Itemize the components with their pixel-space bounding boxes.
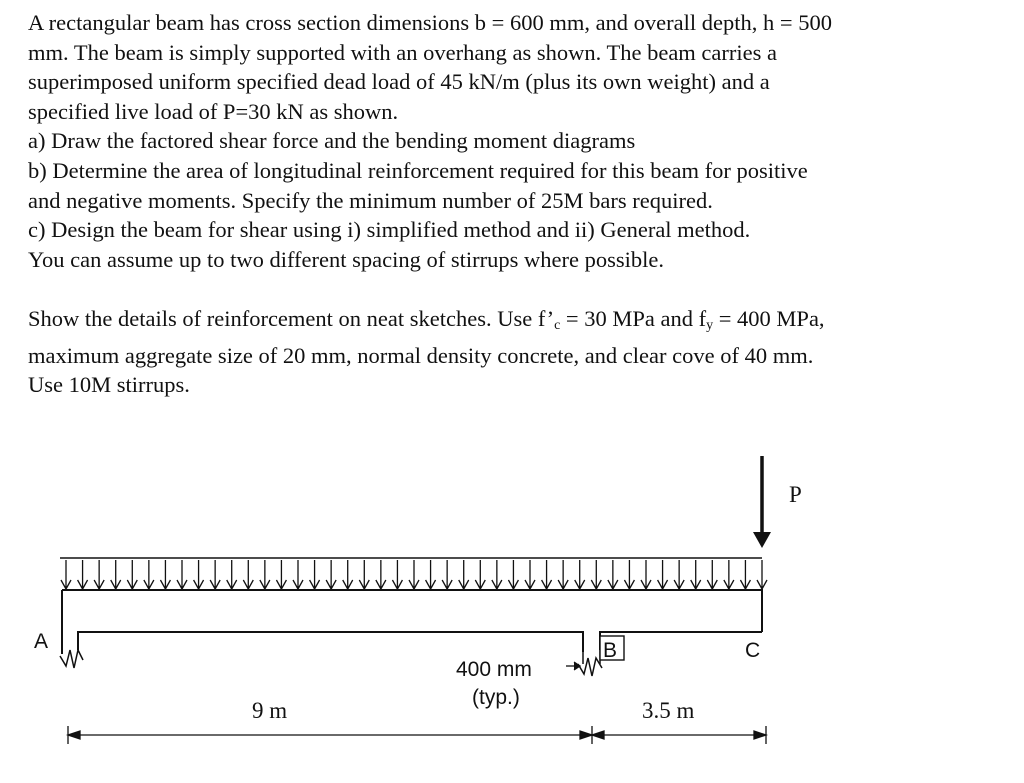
- load-arrow: [78, 560, 88, 589]
- point-load-arrow: [753, 456, 771, 548]
- support-a-label: A: [34, 630, 49, 653]
- dimension-line: [68, 726, 766, 744]
- load-arrow: [276, 560, 286, 589]
- load-arrow: [177, 560, 187, 589]
- problem-line-4: specified live load of P=30 kN as shown.: [28, 98, 399, 124]
- support-b: [578, 632, 602, 676]
- load-arrow: [591, 560, 601, 589]
- load-arrow: [658, 560, 668, 589]
- support-width-arrow: [566, 662, 580, 670]
- load-arrow: [442, 560, 452, 589]
- load-arrow: [227, 560, 237, 589]
- problem-line-2: mm. The beam is simply supported with an overhang as shown. The beam carries a: [28, 39, 777, 65]
- load-arrow: [542, 560, 552, 589]
- load-arrow: [94, 560, 104, 589]
- load-arrow: [293, 560, 303, 589]
- part-a-line: a) Draw the factored shear force and the bending moment diagrams: [28, 128, 636, 154]
- notes-line-1-start: Show the details of reinforcement on neat sketches. Use f’: [28, 305, 555, 331]
- load-arrow: [508, 560, 518, 589]
- fc-subscript: c: [554, 317, 561, 333]
- load-arrow: [144, 560, 154, 589]
- support-width-label: 400 mm: [456, 658, 532, 681]
- load-arrow: [409, 560, 419, 589]
- load-arrow: [608, 560, 618, 589]
- load-arrow: [160, 560, 170, 589]
- load-arrow: [61, 560, 71, 589]
- load-arrow: [127, 560, 137, 589]
- load-arrow: [641, 560, 651, 589]
- span-bc-label: 3.5 m: [642, 698, 695, 723]
- distributed-load: [60, 558, 767, 589]
- load-arrow: [260, 560, 270, 589]
- beam-outline: [62, 590, 762, 654]
- problem-line-1: A rectangular beam has cross section dimensions b = 600 mm, and overall depth, h = 500: [28, 10, 832, 35]
- problem-statement: [28, 8, 1008, 400]
- load-arrow: [691, 560, 701, 589]
- load-arrow: [459, 560, 469, 589]
- fy-subscript: y: [706, 317, 714, 333]
- load-arrow: [359, 560, 369, 589]
- load-arrow: [558, 560, 568, 589]
- beam-diagram: [0, 440, 1024, 783]
- load-arrow: [111, 560, 121, 589]
- notes-line-3: Use 10M stirrups.: [28, 372, 190, 398]
- load-label-p: P: [789, 482, 802, 507]
- problem-line-3: superimposed uniform specified dead load of 45 kN/m (plus its own weight) and a: [28, 69, 770, 95]
- part-b-line-2: and negative moments. Specify the minimum number of 25M bars required.: [28, 187, 713, 213]
- load-arrow: [740, 560, 750, 589]
- load-arrow: [243, 560, 253, 589]
- notes-line-1-end: = 400 MPa,: [713, 305, 825, 331]
- load-arrow: [194, 560, 204, 589]
- load-arrow: [426, 560, 436, 589]
- load-arrow: [707, 560, 717, 589]
- load-arrow: [310, 560, 320, 589]
- part-b-line-1: b) Determine the area of longitudinal reinforcement required for this beam for positive: [28, 157, 808, 183]
- load-arrow: [343, 560, 353, 589]
- support-width-note: (typ.): [472, 686, 520, 709]
- load-arrow: [392, 560, 402, 589]
- load-arrow: [376, 560, 386, 589]
- load-arrow: [624, 560, 634, 589]
- notes-line-2: maximum aggregate size of 20 mm, normal density concrete, and clear cove of 40 mm.: [28, 342, 814, 368]
- part-c-line: c) Design the beam for shear using i) simplified method and ii) General method.: [28, 217, 751, 243]
- load-arrow: [492, 560, 502, 589]
- support-a: [60, 650, 83, 668]
- load-arrow: [757, 560, 767, 589]
- load-arrow: [674, 560, 684, 589]
- notes-line-1: [28, 304, 1008, 341]
- load-arrow: [575, 560, 585, 589]
- load-arrow: [475, 560, 485, 589]
- load-arrow: [210, 560, 220, 589]
- span-ab-label: 9 m: [252, 698, 288, 723]
- load-arrow: [525, 560, 535, 589]
- load-arrow: [326, 560, 336, 589]
- part-c-note: You can assume up to two different spacing of stirrups where possible.: [28, 246, 664, 272]
- notes-line-1-mid: = 30 MPa and f: [560, 305, 707, 331]
- support-b-label: B: [603, 639, 618, 662]
- point-c-label: C: [745, 639, 761, 662]
- load-arrow: [724, 560, 734, 589]
